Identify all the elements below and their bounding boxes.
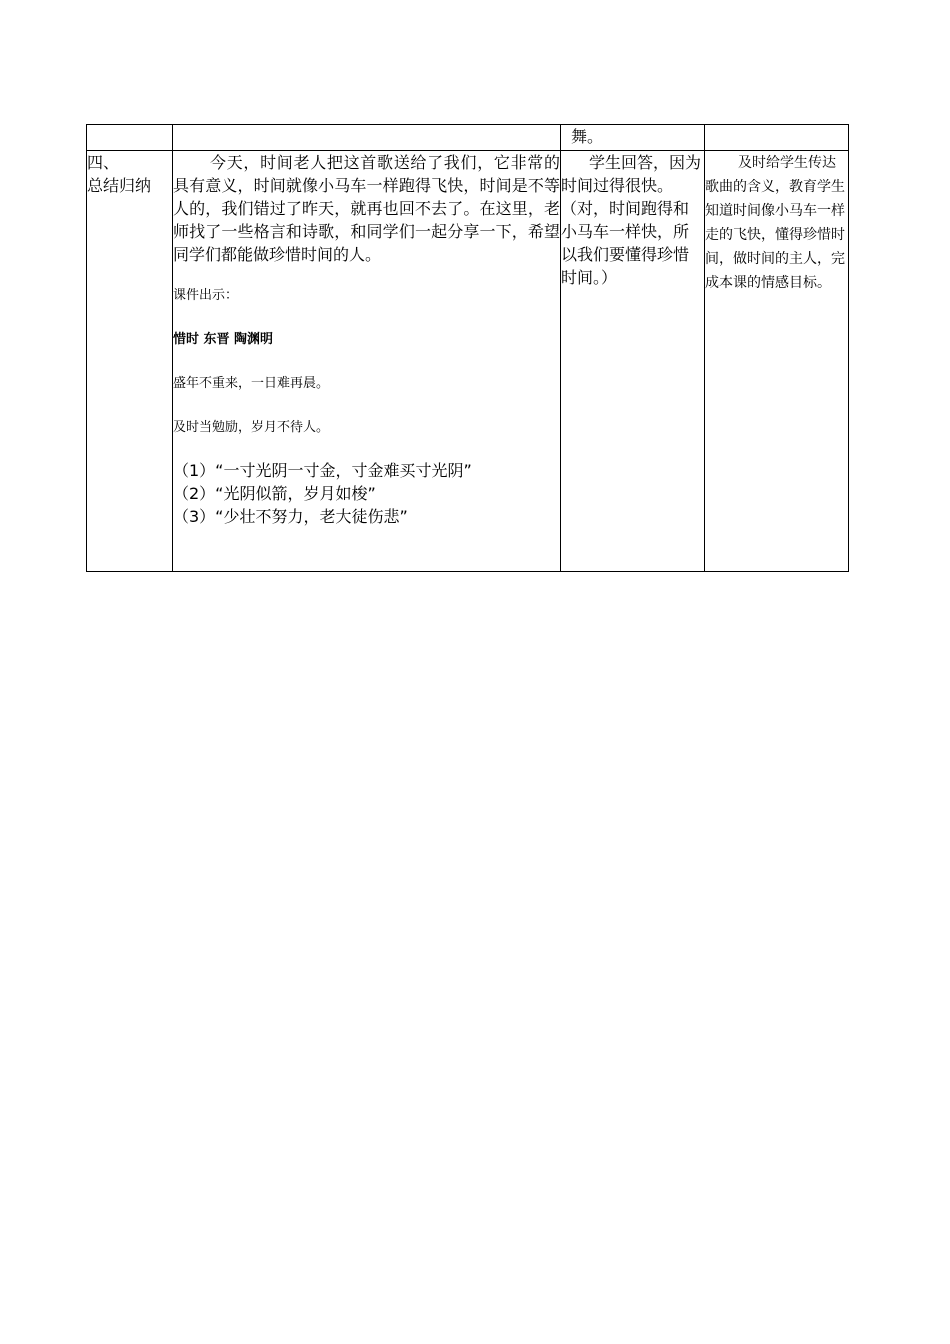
quote-item-3: （3）“少壮不努力，老大徒伤悲”: [173, 507, 408, 526]
student-cell-continued: [561, 125, 705, 151]
design-purpose-text: 及时给学生传达歌曲的含义，教育学生知道时间像小马车一样走的飞快，懂得珍惜时间，做时间的主人，完成本课的情感目标。: [705, 155, 845, 291]
student-note: （对，时间跑得和小马车一样快，所以我们要懂得珍惜时间。）: [561, 199, 690, 287]
step-cell: [87, 151, 173, 572]
teacher-cell-empty: [173, 125, 561, 151]
quote-item-1: （1）“一寸光阴一寸金，寸金难买寸光阴”: [173, 461, 472, 480]
teacher-activity-cell: [173, 151, 561, 572]
step-title: 总结归纳: [87, 176, 152, 195]
design-purpose-cell: [705, 151, 849, 572]
purpose-cell-empty: [705, 125, 849, 151]
lesson-plan-table: [86, 124, 849, 572]
teacher-paragraph: 今天，时间老人把这首歌送给了我们，它非常的具有意义，时间就像小马车一样跑得飞快，时间是不等人的，我们错过了昨天，就再也回不去了。在这里，老师找了一些格言和诗歌，和同学们一起分享一下，希望同学们都能做珍惜时间的人。: [173, 153, 560, 264]
student-answer: 学生回答，因为时间过得很快。: [561, 153, 702, 195]
step-cell-empty: [87, 125, 173, 151]
poem-line-2: 及时当勉励，岁月不待人。: [173, 420, 330, 435]
poem-line-1: 盛年不重来，一日难再晨。: [173, 376, 330, 391]
table-row-continuation: [87, 125, 849, 151]
courseware-label: 课件出示：: [173, 288, 239, 303]
student-continued-text: 舞。: [571, 127, 604, 146]
step-number: 四、: [87, 153, 120, 172]
table-row-summary: [87, 151, 849, 572]
quote-list: [173, 459, 560, 528]
quote-item-2: （2）“光阴似箭，岁月如梭”: [173, 484, 376, 503]
poem-title: 惜时 东晋 陶渊明: [173, 332, 274, 347]
student-activity-cell: [561, 151, 705, 572]
